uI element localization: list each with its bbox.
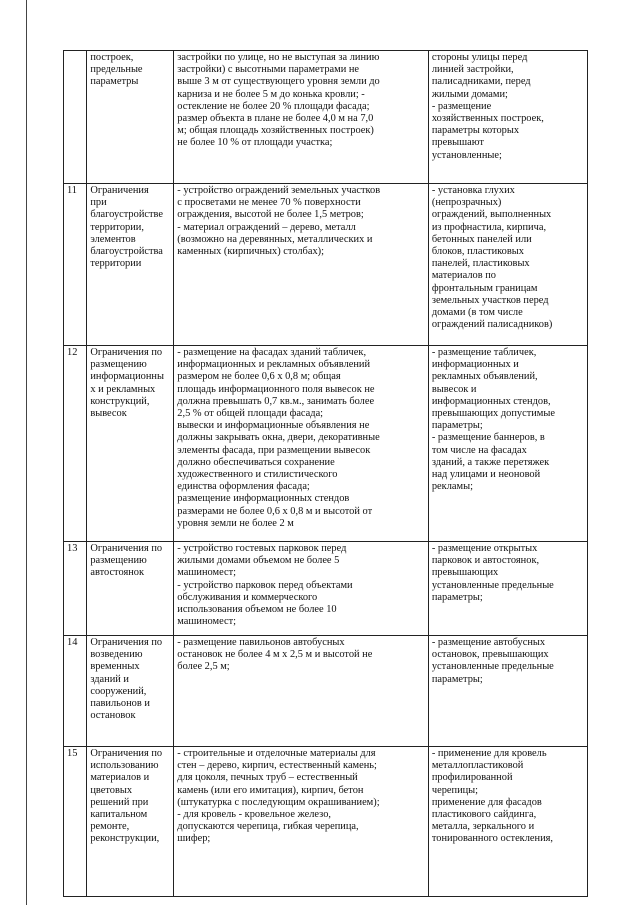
allowed-line: каменных (кирпичных) столбах); <box>177 246 324 258</box>
forbidden-line: установленные предельные <box>431 579 554 591</box>
restriction-name-line: размещению <box>90 359 147 371</box>
regulations-table <box>63 50 588 897</box>
forbidden-line: металлопластиковой <box>431 760 524 772</box>
forbidden-line: зданий, а также перетяжек <box>431 456 550 468</box>
forbidden-line: над улицами и неоновой <box>431 469 541 481</box>
row-number-cell <box>64 747 87 897</box>
forbidden-line: парковок и автостоянок, <box>431 555 540 567</box>
forbidden-line: металла, зеркального и <box>431 821 535 833</box>
allowed-line: - строительные и отделочные материалы для <box>177 748 376 759</box>
forbidden-line: стороны улицы перед <box>431 52 528 63</box>
table-row <box>64 542 588 636</box>
restriction-name-line: предельные <box>90 64 143 76</box>
restriction-name-line: конструкций, <box>90 395 150 407</box>
row-number: 13 <box>67 543 78 554</box>
forbidden-line: профилированной <box>431 772 513 784</box>
allowed-line: карниза и не более 5 м до конька кровли; - <box>177 88 365 100</box>
forbidden-line: тонированного остекления, <box>431 833 554 845</box>
forbidden-parameters-cell <box>428 542 587 636</box>
allowed-line: ограждения, высотой не более 1,5 метров; <box>177 209 364 221</box>
table-row <box>64 636 588 747</box>
allowed-line: м; общая площадь хозяйственных построек) <box>177 125 374 137</box>
allowed-line: камень (или его имитация), кирпич, бетон <box>177 784 364 796</box>
allowed-line: не более 10 % от площади участка; <box>177 137 333 149</box>
restriction-name-line: автостоянок <box>90 567 145 579</box>
allowed-line: шифер; <box>177 833 211 845</box>
allowed-parameters-cell <box>174 51 429 184</box>
forbidden-line: - размещение табличек, <box>431 347 537 358</box>
allowed-line: - устройство парковок перед объектами <box>177 579 353 591</box>
allowed-line: должна превышать 0,7 кв.м., занимать более <box>177 395 375 407</box>
forbidden-line: рекламы; <box>431 481 473 493</box>
forbidden-line: - размещение <box>431 100 492 112</box>
allowed-parameters-cell <box>174 636 429 747</box>
restriction-name-line: остановок <box>90 710 136 722</box>
forbidden-line: параметры; <box>431 673 483 685</box>
row-number-cell <box>64 184 87 346</box>
allowed-line: - устройство гостевых парковок перед <box>177 543 347 554</box>
forbidden-line: информационных стендов, <box>431 395 551 407</box>
forbidden-parameters-cell <box>428 51 587 184</box>
forbidden-parameters-cell <box>428 747 587 897</box>
forbidden-line: ограждений палисадников) <box>431 319 553 331</box>
forbidden-line: установленные; <box>431 149 502 161</box>
restriction-name-line: Ограничения по <box>90 543 163 554</box>
forbidden-line: том числе на фасадах <box>431 444 527 456</box>
forbidden-line: применение для фасадов <box>431 796 542 808</box>
row-number-cell <box>64 51 87 184</box>
allowed-line: выше 3 м от существующего уровня земли до <box>177 76 380 88</box>
table-row <box>64 747 588 897</box>
restriction-name-cell <box>87 747 174 897</box>
forbidden-line: палисадниками, перед <box>431 76 531 88</box>
allowed-line: для цоколя, печных труб – естественный <box>177 772 358 784</box>
restriction-name-line: территории, <box>90 221 144 233</box>
allowed-line: застройки по улице, но не выступая за линию <box>177 52 380 63</box>
restriction-name-line: размещению <box>90 555 147 567</box>
forbidden-line: параметры; <box>431 420 483 432</box>
forbidden-parameters-cell <box>428 636 587 747</box>
allowed-line: машиномест; <box>177 616 237 628</box>
row-number: 15 <box>67 748 78 759</box>
allowed-line: размещение информационных стендов <box>177 493 350 505</box>
restriction-name-line: возведению <box>90 649 143 661</box>
allowed-line: должны закрывать окна, двери, декоративные <box>177 432 380 444</box>
restriction-name-cell <box>87 51 174 184</box>
allowed-line: информационных и рекламных объявлений <box>177 359 371 371</box>
allowed-line: - размещение павильонов автобусных <box>177 637 345 648</box>
forbidden-line: превышающих допустимые <box>431 408 555 420</box>
allowed-line: - для кровель - кровельное железо, <box>177 809 332 821</box>
restriction-name-cell <box>87 184 174 346</box>
allowed-line: единства оформления фасада; <box>177 481 310 493</box>
forbidden-line: информационных и <box>431 359 519 371</box>
forbidden-line: из профнастила, кирпича, <box>431 221 547 233</box>
allowed-line: художественного и стилистического <box>177 469 338 481</box>
row-number: 11 <box>67 185 78 196</box>
allowed-line: размером не более 0,6 х 0,8 м; общая <box>177 371 341 383</box>
allowed-line: площадь информационного поля вывесок не <box>177 383 375 395</box>
forbidden-line: (непрозрачных) <box>431 197 502 209</box>
allowed-line: (штукатурка с последующим окрашиванием); <box>177 796 380 808</box>
allowed-line: остановок не более 4 м х 2,5 м и высотой не <box>177 649 373 661</box>
allowed-line: более 2,5 м; <box>177 661 230 673</box>
restriction-name-line: параметры <box>90 76 139 88</box>
forbidden-line: линией застройки, <box>431 64 514 76</box>
allowed-line: обслуживания и коммерческого <box>177 591 318 603</box>
allowed-line: - материал ограждений – дерево, металл <box>177 221 356 233</box>
forbidden-parameters-cell <box>428 346 587 542</box>
forbidden-line: параметры которых <box>431 125 520 137</box>
allowed-line: застройки) с высотными параметрами не <box>177 64 360 76</box>
forbidden-line: превышают <box>431 137 484 149</box>
allowed-line: с просветами не менее 70 % поверхности <box>177 197 361 209</box>
restriction-name-line: зданий и <box>90 673 129 685</box>
allowed-parameters-cell <box>174 346 429 542</box>
allowed-line: размерами не более 0,6 х 0,8 м и высотой от <box>177 505 373 517</box>
allowed-line: 2,5 % от общей площади фасада; <box>177 408 324 420</box>
restriction-name-line: информационны <box>90 371 164 383</box>
forbidden-line: - применение для кровель <box>431 748 547 759</box>
allowed-line: остекление не более 20 % площади фасада; <box>177 100 370 112</box>
row-number-cell <box>64 542 87 636</box>
restriction-name-line: материалов и <box>90 772 150 784</box>
allowed-line: должно обеспечиваться сохранение <box>177 456 335 468</box>
restriction-name-line: ремонте, <box>90 821 130 833</box>
allowed-line: размер объекта в плане не более 4,0 м на 7,0 <box>177 113 374 125</box>
forbidden-line: установленные предельные <box>431 661 554 673</box>
restriction-name-line: сооружений, <box>90 685 147 697</box>
table-row <box>64 184 588 346</box>
forbidden-line: рекламных объявлений, <box>431 371 538 383</box>
restriction-name-line: Ограничения по <box>90 637 163 648</box>
row-number: 12 <box>67 347 78 358</box>
restriction-name-line: Ограничения <box>90 185 149 196</box>
restriction-name-line: использованию <box>90 760 159 772</box>
forbidden-line: блоков, пластиковых <box>431 246 524 258</box>
forbidden-line: параметры; <box>431 591 483 603</box>
restriction-name-line: территории <box>90 258 142 270</box>
table-row <box>64 346 588 542</box>
restriction-name-cell <box>87 636 174 747</box>
row-number-cell <box>64 636 87 747</box>
forbidden-line: - размещение баннеров, в <box>431 432 545 444</box>
forbidden-line: жилыми домами; <box>431 88 508 100</box>
restriction-name-line: павильонов и <box>90 698 150 710</box>
forbidden-line: материалов по <box>431 270 496 282</box>
allowed-line: стен – дерево, кирпич, естественный камень; <box>177 760 377 772</box>
restriction-name-line: решений при <box>90 796 149 808</box>
allowed-parameters-cell <box>174 184 429 346</box>
forbidden-line: бетонных панелей или <box>431 233 532 245</box>
allowed-line: вывески и информационные объявления не <box>177 420 370 432</box>
table-row <box>64 51 588 184</box>
allowed-line: уровня земли не более 2 м <box>177 517 294 529</box>
allowed-line: машиномест; <box>177 567 237 579</box>
page-margin-line <box>26 0 27 905</box>
forbidden-line: превышающих <box>431 567 499 579</box>
forbidden-line: черепицы; <box>431 784 479 796</box>
allowed-line: жилыми домами объемом не более 5 <box>177 555 340 567</box>
restriction-name-line: реконструкции, <box>90 833 160 845</box>
restriction-name-line: х и рекламных <box>90 383 156 395</box>
forbidden-line: земельных участков перед <box>431 294 549 306</box>
allowed-line: - устройство ограждений земельных участков <box>177 185 381 196</box>
restriction-name-line: благоустройства <box>90 246 163 258</box>
forbidden-line: пластикового сайдинга, <box>431 809 537 821</box>
restriction-name-line: построек, <box>90 52 134 63</box>
restriction-name-line: временных <box>90 661 140 673</box>
restriction-name-line: капитальном <box>90 809 148 821</box>
forbidden-line: домами (в том числе <box>431 307 523 319</box>
allowed-line: (возможно на деревянных, металлических и <box>177 233 373 245</box>
allowed-line: использования объемом не более 10 <box>177 604 337 616</box>
allowed-parameters-cell <box>174 542 429 636</box>
restriction-name-line: цветовых <box>90 784 133 796</box>
forbidden-line: ограждений, выполненных <box>431 209 552 221</box>
row-number-cell <box>64 346 87 542</box>
allowed-line: элементы фасада, при размещении вывесок <box>177 444 371 456</box>
restriction-name-line: Ограничения по <box>90 748 163 759</box>
forbidden-line: хозяйственных построек, <box>431 113 544 125</box>
restriction-name-line: элементов <box>90 233 136 245</box>
allowed-parameters-cell <box>174 747 429 897</box>
restriction-name-cell <box>87 346 174 542</box>
forbidden-line: - установка глухих <box>431 185 515 196</box>
forbidden-line: вывесок и <box>431 383 477 395</box>
table-body <box>64 51 588 897</box>
restriction-name-line: Ограничения по <box>90 347 163 358</box>
forbidden-line: - размещение открытых <box>431 543 538 554</box>
row-number: 14 <box>67 637 78 648</box>
restriction-name-line: благоустройстве <box>90 209 163 221</box>
allowed-line: - размещение на фасадах зданий табличек, <box>177 347 367 358</box>
forbidden-line: - размещение автобусных <box>431 637 546 648</box>
restriction-name-line: при <box>90 197 107 209</box>
restriction-name-cell <box>87 542 174 636</box>
forbidden-parameters-cell <box>428 184 587 346</box>
restriction-name-line: вывесок <box>90 408 127 420</box>
forbidden-line: панелей, пластиковых <box>431 258 530 270</box>
forbidden-line: фронтальным границам <box>431 282 538 294</box>
forbidden-line: остановок, превышающих <box>431 649 549 661</box>
allowed-line: допускаются черепица, гибкая черепица, <box>177 821 359 833</box>
